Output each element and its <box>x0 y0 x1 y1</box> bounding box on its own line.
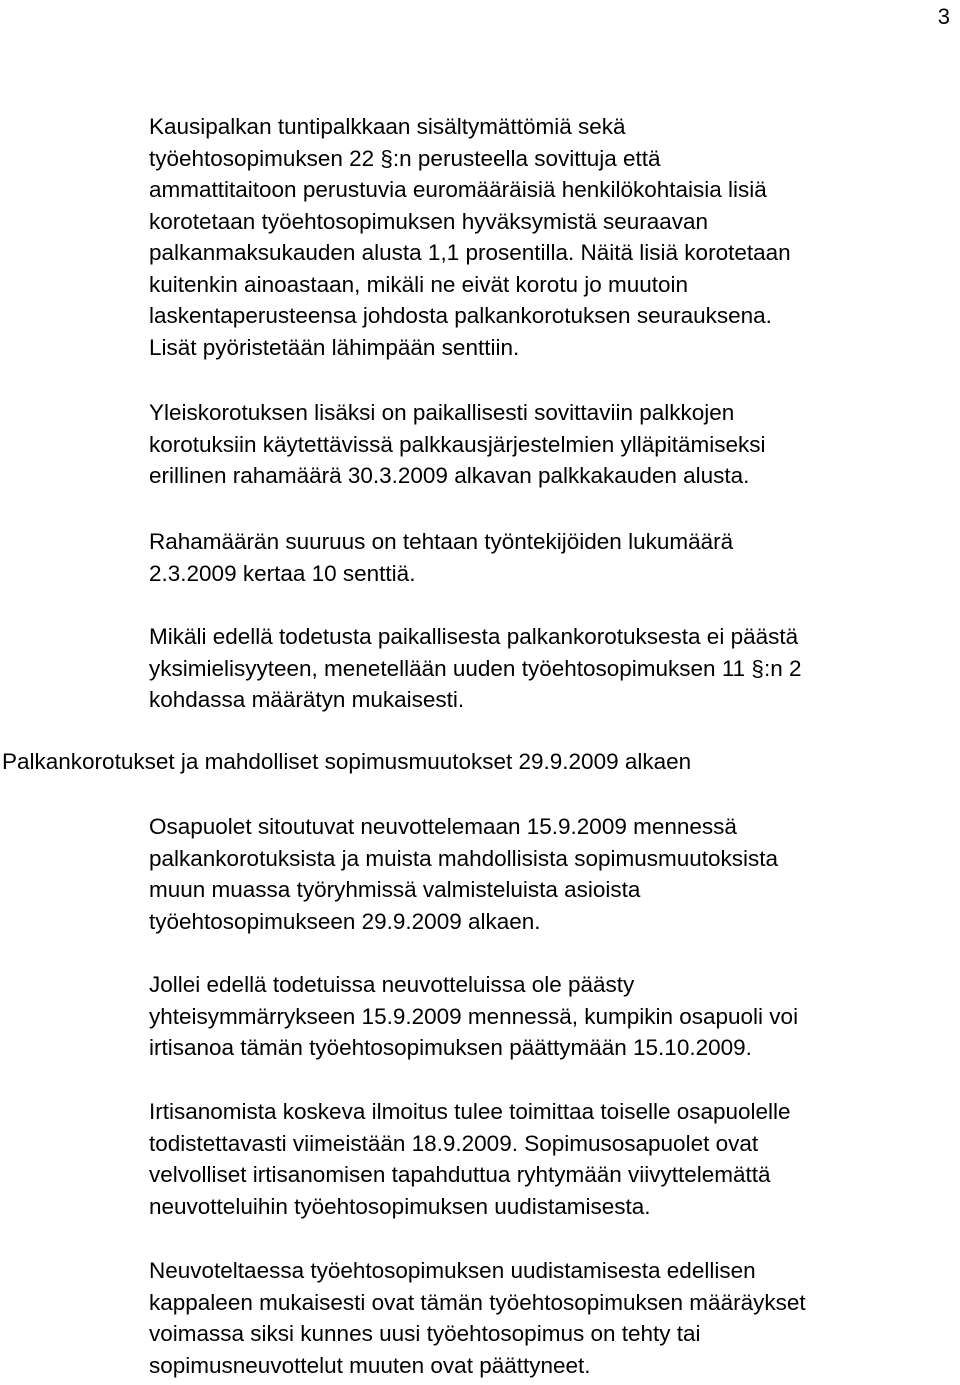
page-number: 3 <box>937 4 950 29</box>
section-heading: Palkankorotukset ja mahdolliset sopimusmuutokset 29.9.2009 alkaen <box>2 749 692 774</box>
paragraph-lisien-korotus: Kausipalkan tuntipalkkaan sisältymättömiä sekä työehtosopimuksen 22 §:n perusteella sovittuja että ammattitaitoon perustuvia euromääräisiä henkilökohtaisia lisiä korotetaan työehtosopimuksen hyväksymistä seuraavan palkanmaksukauden alusta 1,1 prosentilla. Näitä lisiä korotetaan kuitenkin ainoastaan, mikäli ne eivät korotu jo muutoin laskentaperusteensa johdosta palkankorotuksen seurauksena. Lisät pyöristetään lähimpään senttiin. <box>149 114 791 360</box>
paragraph-ilmoitus: Irtisanomista koskeva ilmoitus tulee toimittaa toiselle osapuolelle todistettavasti viimeistään 18.9.2009. Sopimusosapuolet ovat velvolliset irtisanomisen tapahduttua ryhtymään viivyttelemättä neuvotteluihin työehtosopimuksen uudistamisesta. <box>149 1099 791 1219</box>
paragraph-erimielisyys: Mikäli edellä todetusta paikallisesta palkankorotuksesta ei päästä yksimielisyyteen, menetellään uuden työehtosopimuksen 11 §:n 2 kohdassa määrätyn mukaisesti. <box>149 624 802 712</box>
paragraph-neuvottelut: Osapuolet sitoutuvat neuvottelemaan 15.9.2009 mennessä palkankorotuksista ja muista mahdollisista sopimusmuutoksista muun muassa työryhmissä valmisteluista asioista työehtosopimukseen 29.9.2009 alkaen. <box>149 814 779 934</box>
paragraph-voimassaolo: Neuvoteltaessa työehtosopimuksen uudistamisesta edellisen kappaleen mukaisesti ovat tämän työehtosopimuksen määräykset voimassa siksi kunnes uusi työehtosopimus on tehty tai sopimusneuvottelut muuten ovat päättyneet. <box>149 1258 806 1378</box>
paragraph-irtisanominen: Jollei edellä todetuissa neuvotteluissa ole päästy yhteisymmärrykseen 15.9.2009 mennessä, kumpikin osapuoli voi irtisanoa tämän työehtosopimuksen päättymään 15.10.2009. <box>149 972 799 1060</box>
paragraph-rahamaara: Rahamäärän suuruus on tehtaan työntekijöiden lukumäärä 2.3.2009 kertaa 10 senttiä. <box>149 529 734 586</box>
paragraph-paikallinen-erä: Yleiskorotuksen lisäksi on paikallisesti sovittaviin palkkojen korotuksiin käytettävissä palkkausjärjestelmien ylläpitämiseksi erillinen rahamäärä 30.3.2009 alkavan palkkakauden alusta. <box>149 400 766 488</box>
